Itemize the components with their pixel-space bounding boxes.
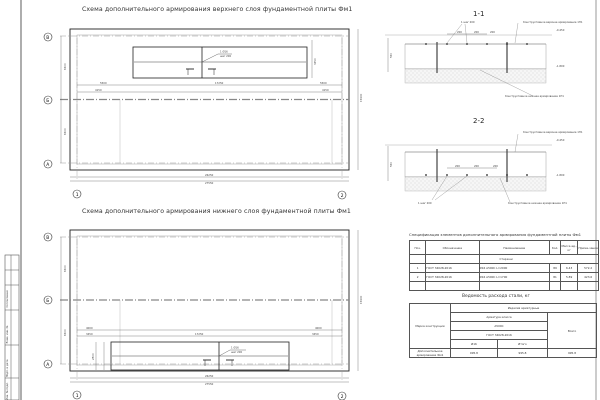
svg-text:4150: 4150 <box>322 89 329 92</box>
svg-text:550: 550 <box>390 162 393 167</box>
svg-text:26250: 26250 <box>205 375 214 378</box>
svg-text:200: 200 <box>493 165 498 168</box>
svg-text:6300: 6300 <box>64 63 67 70</box>
svg-text:15900: 15900 <box>360 295 363 304</box>
svg-text:4000: 4000 <box>86 327 93 330</box>
svg-text:550: 550 <box>390 53 393 58</box>
svg-text:17250: 17250 <box>195 333 204 336</box>
section-1-1 <box>385 20 583 98</box>
svg-text:А: А <box>46 163 50 168</box>
svg-text:-0.450: -0.450 <box>556 139 565 142</box>
section-2-2-title: 2-2 <box>473 117 485 125</box>
table-row: 2 ГОСТ 34028-2016 Ø16 A500С L=1700 81 5.89 423.6 <box>410 273 599 282</box>
svg-text:4000: 4000 <box>315 327 322 330</box>
plan-bottom <box>44 230 363 400</box>
svg-text:-1.800: -1.800 <box>556 65 565 68</box>
svg-text:Б: Б <box>46 99 50 104</box>
svg-text:6300: 6300 <box>64 128 67 135</box>
svg-text:4150: 4150 <box>95 89 102 92</box>
svg-text:3450: 3450 <box>86 333 93 336</box>
svg-text:27550: 27550 <box>205 182 214 185</box>
svg-text:шаг 200: шаг 200 <box>231 351 243 354</box>
svg-text:1: 1 <box>75 394 79 399</box>
svg-text:шаг 200: шаг 200 <box>220 55 232 58</box>
svg-text:А: А <box>46 363 50 368</box>
svg-text:15900: 15900 <box>360 93 363 102</box>
rebar-label-bottom: 1 Ø16 <box>231 346 239 350</box>
plan-bottom-title: Схема дополнительного армирования нижнего слоя фундаментной плиты Фм1 <box>82 208 351 215</box>
svg-text:200: 200 <box>457 31 462 34</box>
svg-text:5500: 5500 <box>100 82 107 85</box>
svg-text:2: 2 <box>340 194 344 199</box>
svg-text:1 шаг 200: 1 шаг 200 <box>418 202 432 205</box>
steel-table: Марка конструкции Изделия арматурные Арматура класса Всего А500С ГОСТ 34028-2016 Ø16 Итого Дополнительное армирование Фм1 995.8 995.8 995.8 <box>409 303 597 358</box>
svg-text:26250: 26250 <box>205 174 214 177</box>
svg-text:200: 200 <box>490 31 495 34</box>
svg-text:В: В <box>46 236 50 241</box>
svg-text:-0.450: -0.450 <box>556 29 565 32</box>
svg-text:Конструктивное нижнее армирова: Конструктивное нижнее армирование 1Н1 <box>508 202 567 205</box>
svg-text:3450: 3450 <box>312 333 319 336</box>
steel-title: Ведомость расхода стали, кг <box>462 294 530 299</box>
svg-text:1: 1 <box>75 193 79 198</box>
svg-text:Конструктивное нижнее армирова: Конструктивное нижнее армирование 1Н1 <box>505 95 564 98</box>
svg-text:3350: 3350 <box>314 58 317 65</box>
svg-text:2800: 2800 <box>92 353 95 360</box>
svg-text:6300: 6300 <box>64 329 67 336</box>
plan-top <box>44 29 363 199</box>
section-2-2 <box>385 130 583 205</box>
svg-text:200: 200 <box>474 165 479 168</box>
svg-text:6300: 6300 <box>64 265 67 272</box>
svg-text:17250: 17250 <box>215 82 224 85</box>
rebar-label-top: 1 Ø16 <box>220 50 228 54</box>
svg-text:5500: 5500 <box>320 82 327 85</box>
svg-text:1 шаг 200: 1 шаг 200 <box>461 21 475 24</box>
spec-title: Спецификация элементов дополнительного армирования фундаментной плиты Фм1 <box>409 232 582 237</box>
svg-text:Конструктивное верхнее армиров: Конструктивное верхнее армирование 1Н1 <box>523 131 583 134</box>
svg-text:200: 200 <box>455 165 460 168</box>
table-row: Дополнительное армирование Фм1 995.8 995.8 995.8 <box>410 349 597 358</box>
svg-text:27550: 27550 <box>205 383 214 386</box>
svg-text:200: 200 <box>474 31 479 34</box>
svg-text:Конструктивное верхнее армиров: Конструктивное верхнее армирование 1Н1 <box>523 21 583 24</box>
stamp-strip: Инв. № подл. Подп. и дата Взам. инв. № Согласовано <box>6 290 9 400</box>
section-1-1-title: 1-1 <box>473 10 485 18</box>
spec-table: Поз. Обозначение Наименование Кол. Масса ед., кг Приме-чание Стержни 1 ГОСТ 34028-2016 Ø16 A500С L=2000 89 6.43 572.2 2 ГОСТ 34028-2016 Ø16 A500С L=1700 81 5.89 423.6 <box>409 240 599 291</box>
plan-top-title: Схема дополнительного армирования верхнего слоя фундаментной плиты Фм1 <box>82 6 353 13</box>
svg-text:В: В <box>46 36 50 41</box>
table-row: 1 ГОСТ 34028-2016 Ø16 A500С L=2000 89 6.43 572.2 <box>410 264 599 273</box>
svg-text:-1.800: -1.800 <box>556 174 565 177</box>
svg-text:2: 2 <box>340 395 344 400</box>
svg-text:Б: Б <box>46 299 50 304</box>
